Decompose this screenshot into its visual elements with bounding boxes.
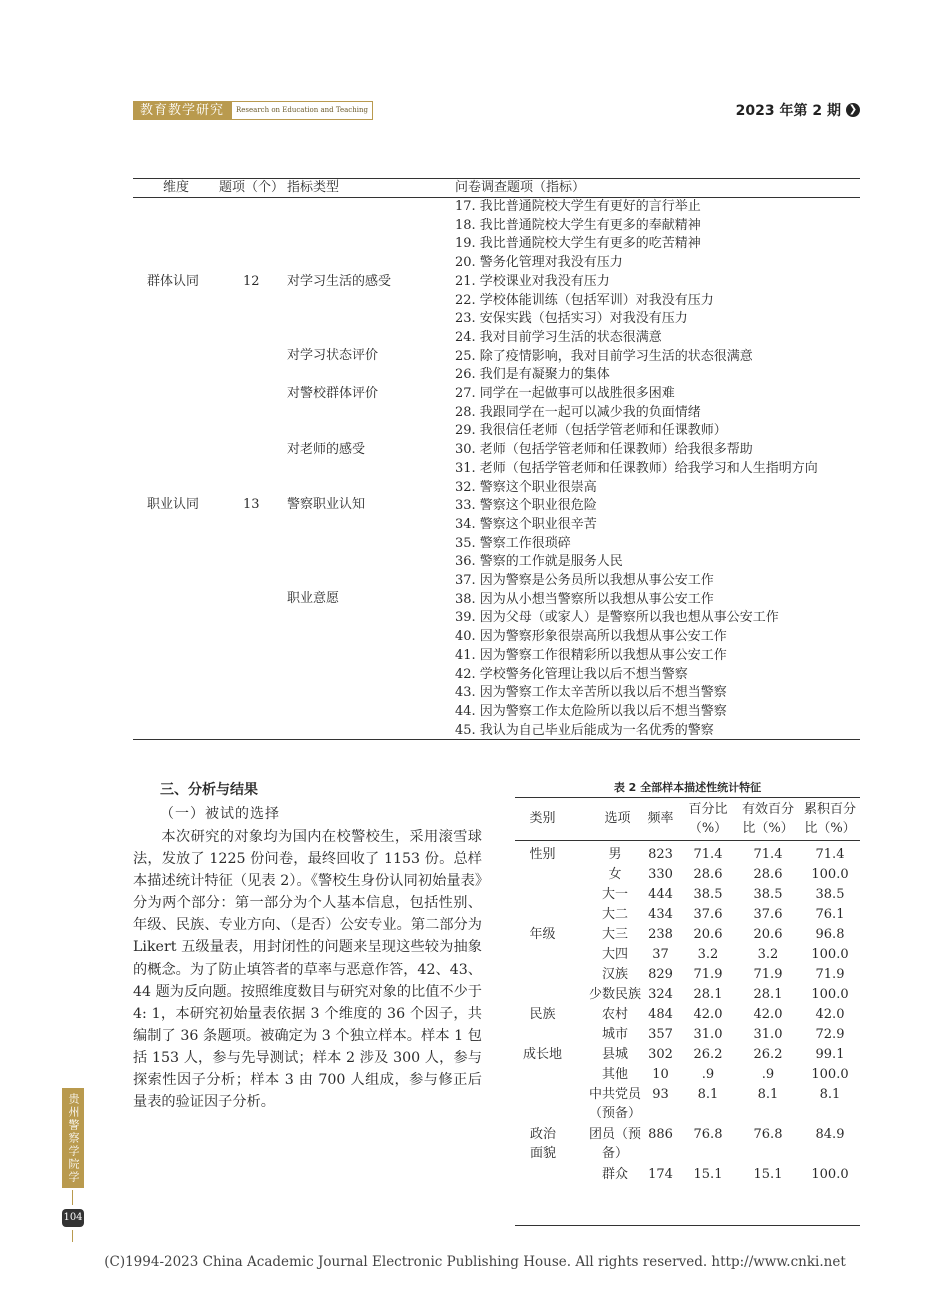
questionnaire-item: 31. 老师（包括学管老师和任课教师）给我学习和人生指明方向 <box>455 460 818 476</box>
header-percent: 百分比（%） <box>688 802 728 836</box>
journal-name-cn: 教育教学研究 <box>133 101 231 120</box>
percent-cell: 8.1 <box>697 1087 719 1102</box>
questionnaire-item: 39. 因为父母（或家人）是警察所以我也想从事公安工作 <box>455 610 779 626</box>
valid-percent-cell: 8.1 <box>757 1087 779 1102</box>
category-label: 性别 <box>529 847 556 862</box>
questionnaire-item: 25. 除了疫情影响，我对目前学习生活的状态很满意 <box>455 348 753 364</box>
questionnaire-item: 19. 我比普通院校大学生有更多的吃苦精神 <box>455 236 701 252</box>
option-cell: 农村 <box>601 1007 628 1022</box>
valid-percent-cell: 42.0 <box>753 1007 783 1022</box>
percent-cell: 31.0 <box>693 1027 723 1042</box>
percent-cell: 38.5 <box>693 887 723 902</box>
table2-caption: 表 2 全部样本描述性统计特征 <box>613 781 762 794</box>
table-questionnaire <box>133 178 860 740</box>
category-label: 民族 <box>529 1007 556 1022</box>
cumulative-percent-cell: 38.5 <box>815 887 845 902</box>
valid-percent-cell: .9 <box>761 1067 775 1082</box>
questionnaire-item: 42. 学校警务化管理让我以后不想当警察 <box>455 666 688 682</box>
option-cell: 大一 <box>601 887 628 902</box>
questionnaire-item: 44. 因为警察工作太危险所以我以后不想当警察 <box>455 703 727 719</box>
percent-cell: 28.1 <box>693 987 723 1002</box>
percent-cell: 28.6 <box>693 867 723 882</box>
frequency-cell: 10 <box>652 1067 669 1082</box>
questionnaire-item: 33. 警察这个职业很危险 <box>455 498 597 514</box>
valid-percent-cell: 28.6 <box>753 867 783 882</box>
journal-sidebar: 贵州警察学院学报 <box>62 1088 84 1188</box>
cumulative-percent-cell: 42.0 <box>815 1007 845 1022</box>
percent-cell: 42.0 <box>693 1007 723 1022</box>
option-cell: 城市 <box>601 1027 628 1042</box>
header-dimension: 维度 <box>163 180 190 195</box>
dimension-count: 12 <box>243 274 260 289</box>
percent-cell: 26.2 <box>693 1047 723 1062</box>
percent-cell: .9 <box>701 1067 715 1082</box>
type-label: 对学习生活的感受 <box>287 274 392 289</box>
frequency-cell: 823 <box>648 847 673 862</box>
header-cumulative-percent: 累积百分比（%） <box>803 802 856 836</box>
percent-cell: 71.9 <box>693 967 723 982</box>
cumulative-percent-cell: 96.8 <box>815 927 845 942</box>
option-cell: 县城 <box>601 1047 628 1062</box>
section-title: 三、分析与结果 <box>160 782 258 798</box>
cumulative-percent-cell: 100.0 <box>811 987 849 1002</box>
copyright-footer: (C)1994-2023 China Academic Journal Electronic Publishing House. All rights reserved. http://www.cnki.net <box>104 1254 846 1270</box>
dimension-career: 职业认同 <box>147 497 200 512</box>
valid-percent-cell: 76.8 <box>753 1127 783 1142</box>
questionnaire-item: 28. 我跟同学在一起可以减少我的负面情绪 <box>455 404 701 420</box>
valid-percent-cell: 37.6 <box>753 907 783 922</box>
arrow-icon: ❯ <box>846 103 860 117</box>
frequency-cell: 357 <box>648 1027 673 1042</box>
frequency-cell: 484 <box>648 1007 673 1022</box>
cumulative-percent-cell: 100.0 <box>811 1067 849 1082</box>
cumulative-percent-cell: 100.0 <box>811 867 849 882</box>
frequency-cell: 886 <box>648 1127 673 1142</box>
questionnaire-item: 26. 我们是有凝聚力的集体 <box>455 367 610 383</box>
type-label: 对老师的感受 <box>287 442 366 457</box>
header-valid-percent: 有效百分比（%） <box>741 802 794 836</box>
body-paragraph: 本次研究的对象均为国内在校警校生，采用滚雪球法，发放了 1225 份问卷，最终回收了 1153 份。总样本描述统计特征（见表 2）。《警校生身份认同初始量表》分为两个部分：第一部分为个人基本信息，包括性别、年级、民族、专业方向、（是否）公安专业。第二部分为 Likert 五级量表，用封闭性的问题来呈现这些较为抽象的概念。为了防止填答者的草率与恶意作答，42、43、44 题为反向题。按照维度数目与研究对象的比值不少于 4: 1，本研究初始量表依据 3 个维度的 36 个因子，共编制了 36 条题项。被确定为 3 个独立样本。样本 1 包括 153 人，参与先导测试；样本 2 涉及 300 人，参与探索性因子分析；样本 3 由 700 人组成，参与修正后量表的验证因子分析。 <box>133 829 482 1111</box>
questionnaire-item: 43. 因为警察工作太辛苦所以我以后不想当警察 <box>455 685 727 701</box>
table-body <box>515 841 860 1225</box>
frequency-cell: 434 <box>648 907 673 922</box>
sidebar-divider <box>72 1190 73 1205</box>
percent-cell: 3.2 <box>697 947 719 962</box>
option-cell: 男 <box>608 847 622 862</box>
page-number: 104 <box>62 1209 84 1227</box>
table-header <box>515 798 860 840</box>
option-cell: 汉族 <box>601 967 628 982</box>
questionnaire-item: 36. 警察的工作就是服务人民 <box>455 554 623 570</box>
cumulative-percent-cell: 76.1 <box>815 907 845 922</box>
questionnaire-item: 35. 警察工作很琐碎 <box>455 535 571 551</box>
category-label: 政治面貌 <box>529 1127 556 1161</box>
valid-percent-cell: 28.1 <box>753 987 783 1002</box>
header-count: 题项（个） <box>219 180 285 195</box>
journal-name-en: Research on Education and Teaching <box>231 101 373 120</box>
frequency-cell: 829 <box>648 967 673 982</box>
valid-percent-cell: 38.5 <box>753 887 783 902</box>
table-body <box>133 198 860 739</box>
percent-cell: 37.6 <box>693 907 723 922</box>
questionnaire-item: 30. 老师（包括学管老师和任课教师）给我很多帮助 <box>455 442 753 458</box>
questionnaire-item: 29. 我很信任老师（包括学管老师和任课教师） <box>455 423 727 439</box>
cumulative-percent-cell: 100.0 <box>811 1167 849 1182</box>
valid-percent-cell: 15.1 <box>753 1167 783 1182</box>
percent-cell: 76.8 <box>693 1127 723 1142</box>
cumulative-percent-cell: 72.9 <box>815 1027 845 1042</box>
header-items: 问卷调查题项（指标） <box>455 180 586 195</box>
valid-percent-cell: 20.6 <box>753 927 783 942</box>
valid-percent-cell: 31.0 <box>753 1027 783 1042</box>
questionnaire-item: 32. 警察这个职业很崇高 <box>455 479 597 495</box>
header-type: 指标类型 <box>287 180 340 195</box>
dimension-group: 群体认同 <box>147 274 200 289</box>
option-cell: 大三 <box>601 927 628 942</box>
questionnaire-item: 20. 警务化管理对我没有压力 <box>455 255 623 271</box>
frequency-cell: 93 <box>652 1087 669 1102</box>
questionnaire-item: 22. 学校体能训练（包括军训）对我没有压力 <box>455 292 714 308</box>
questionnaire-item: 34. 警察这个职业很辛苦 <box>455 516 597 532</box>
cumulative-percent-cell: 71.9 <box>815 967 845 982</box>
option-cell: 群众 <box>601 1167 628 1182</box>
type-label: 警察职业认知 <box>287 497 366 512</box>
table-rule-bottom <box>515 1225 860 1226</box>
dimension-count: 13 <box>243 497 260 512</box>
header-frequency: 频率 <box>647 811 674 826</box>
type-label: 对学习状态评价 <box>287 348 379 363</box>
header-category: 类别 <box>529 811 556 826</box>
questionnaire-item: 45. 我认为自己毕业后能成为一名优秀的警察 <box>455 722 714 738</box>
frequency-cell: 444 <box>648 887 673 902</box>
option-cell: 大二 <box>601 907 628 922</box>
valid-percent-cell: 71.4 <box>753 847 783 862</box>
questionnaire-item: 23. 安保实践（包括实习）对我没有压力 <box>455 311 688 327</box>
percent-cell: 20.6 <box>693 927 723 942</box>
cumulative-percent-cell: 99.1 <box>815 1047 845 1062</box>
sidebar-divider <box>72 1230 73 1242</box>
frequency-cell: 330 <box>648 867 673 882</box>
questionnaire-item: 41. 因为警察工作很精彩所以我想从事公安工作 <box>455 647 727 663</box>
percent-cell: 71.4 <box>693 847 723 862</box>
questionnaire-item: 24. 我对目前学习生活的状态很满意 <box>455 329 662 345</box>
questionnaire-item: 27. 同学在一起做事可以战胜很多困难 <box>455 386 675 401</box>
frequency-cell: 302 <box>648 1047 673 1062</box>
cumulative-percent-cell: 100.0 <box>811 947 849 962</box>
issue-label <box>736 100 860 120</box>
valid-percent-cell: 26.2 <box>753 1047 783 1062</box>
frequency-cell: 174 <box>648 1167 673 1182</box>
questionnaire-item: 21. 学校课业对我没有压力 <box>455 273 610 289</box>
frequency-cell: 238 <box>648 927 673 942</box>
header-option: 选项 <box>604 811 631 826</box>
valid-percent-cell: 3.2 <box>757 947 779 962</box>
option-cell: 中共党员（预备） <box>588 1087 641 1121</box>
questionnaire-item: 18. 我比普通院校大学生有更多的奉献精神 <box>455 217 701 233</box>
option-cell: 大四 <box>601 947 628 962</box>
type-label: 职业意愿 <box>287 591 340 606</box>
questionnaire-item: 40. 因为警察形象很崇高所以我想从事公安工作 <box>455 629 727 645</box>
option-cell: 少数民族 <box>588 987 641 1002</box>
questionnaire-item: 37. 因为警察是公务员所以我想从事公安工作 <box>455 573 714 588</box>
table-sample-stats <box>515 797 860 1226</box>
option-cell: 团员（预备） <box>588 1127 641 1161</box>
questionnaire-item: 38. 因为从小想当警察所以我想从事公安工作 <box>455 591 714 607</box>
category-label: 年级 <box>529 927 556 942</box>
type-label: 对警校群体评价 <box>287 386 379 401</box>
category-label: 成长地 <box>522 1047 562 1062</box>
table-header <box>133 179 860 197</box>
percent-cell: 15.1 <box>693 1167 723 1182</box>
frequency-cell: 37 <box>652 947 669 962</box>
cumulative-percent-cell: 84.9 <box>815 1127 845 1142</box>
option-cell: 女 <box>608 867 622 882</box>
questionnaire-item: 17. 我比普通院校大学生有更好的言行举止 <box>455 199 701 214</box>
journal-tag <box>133 101 373 120</box>
option-cell: 其他 <box>601 1067 628 1082</box>
section-subtitle: （一）被试的选择 <box>160 806 280 822</box>
issue-text: 2023 年第 2 期 <box>735 103 841 119</box>
valid-percent-cell: 71.9 <box>753 967 783 982</box>
cumulative-percent-cell: 71.4 <box>815 847 845 862</box>
cumulative-percent-cell: 8.1 <box>819 1087 841 1102</box>
frequency-cell: 324 <box>648 987 673 1002</box>
